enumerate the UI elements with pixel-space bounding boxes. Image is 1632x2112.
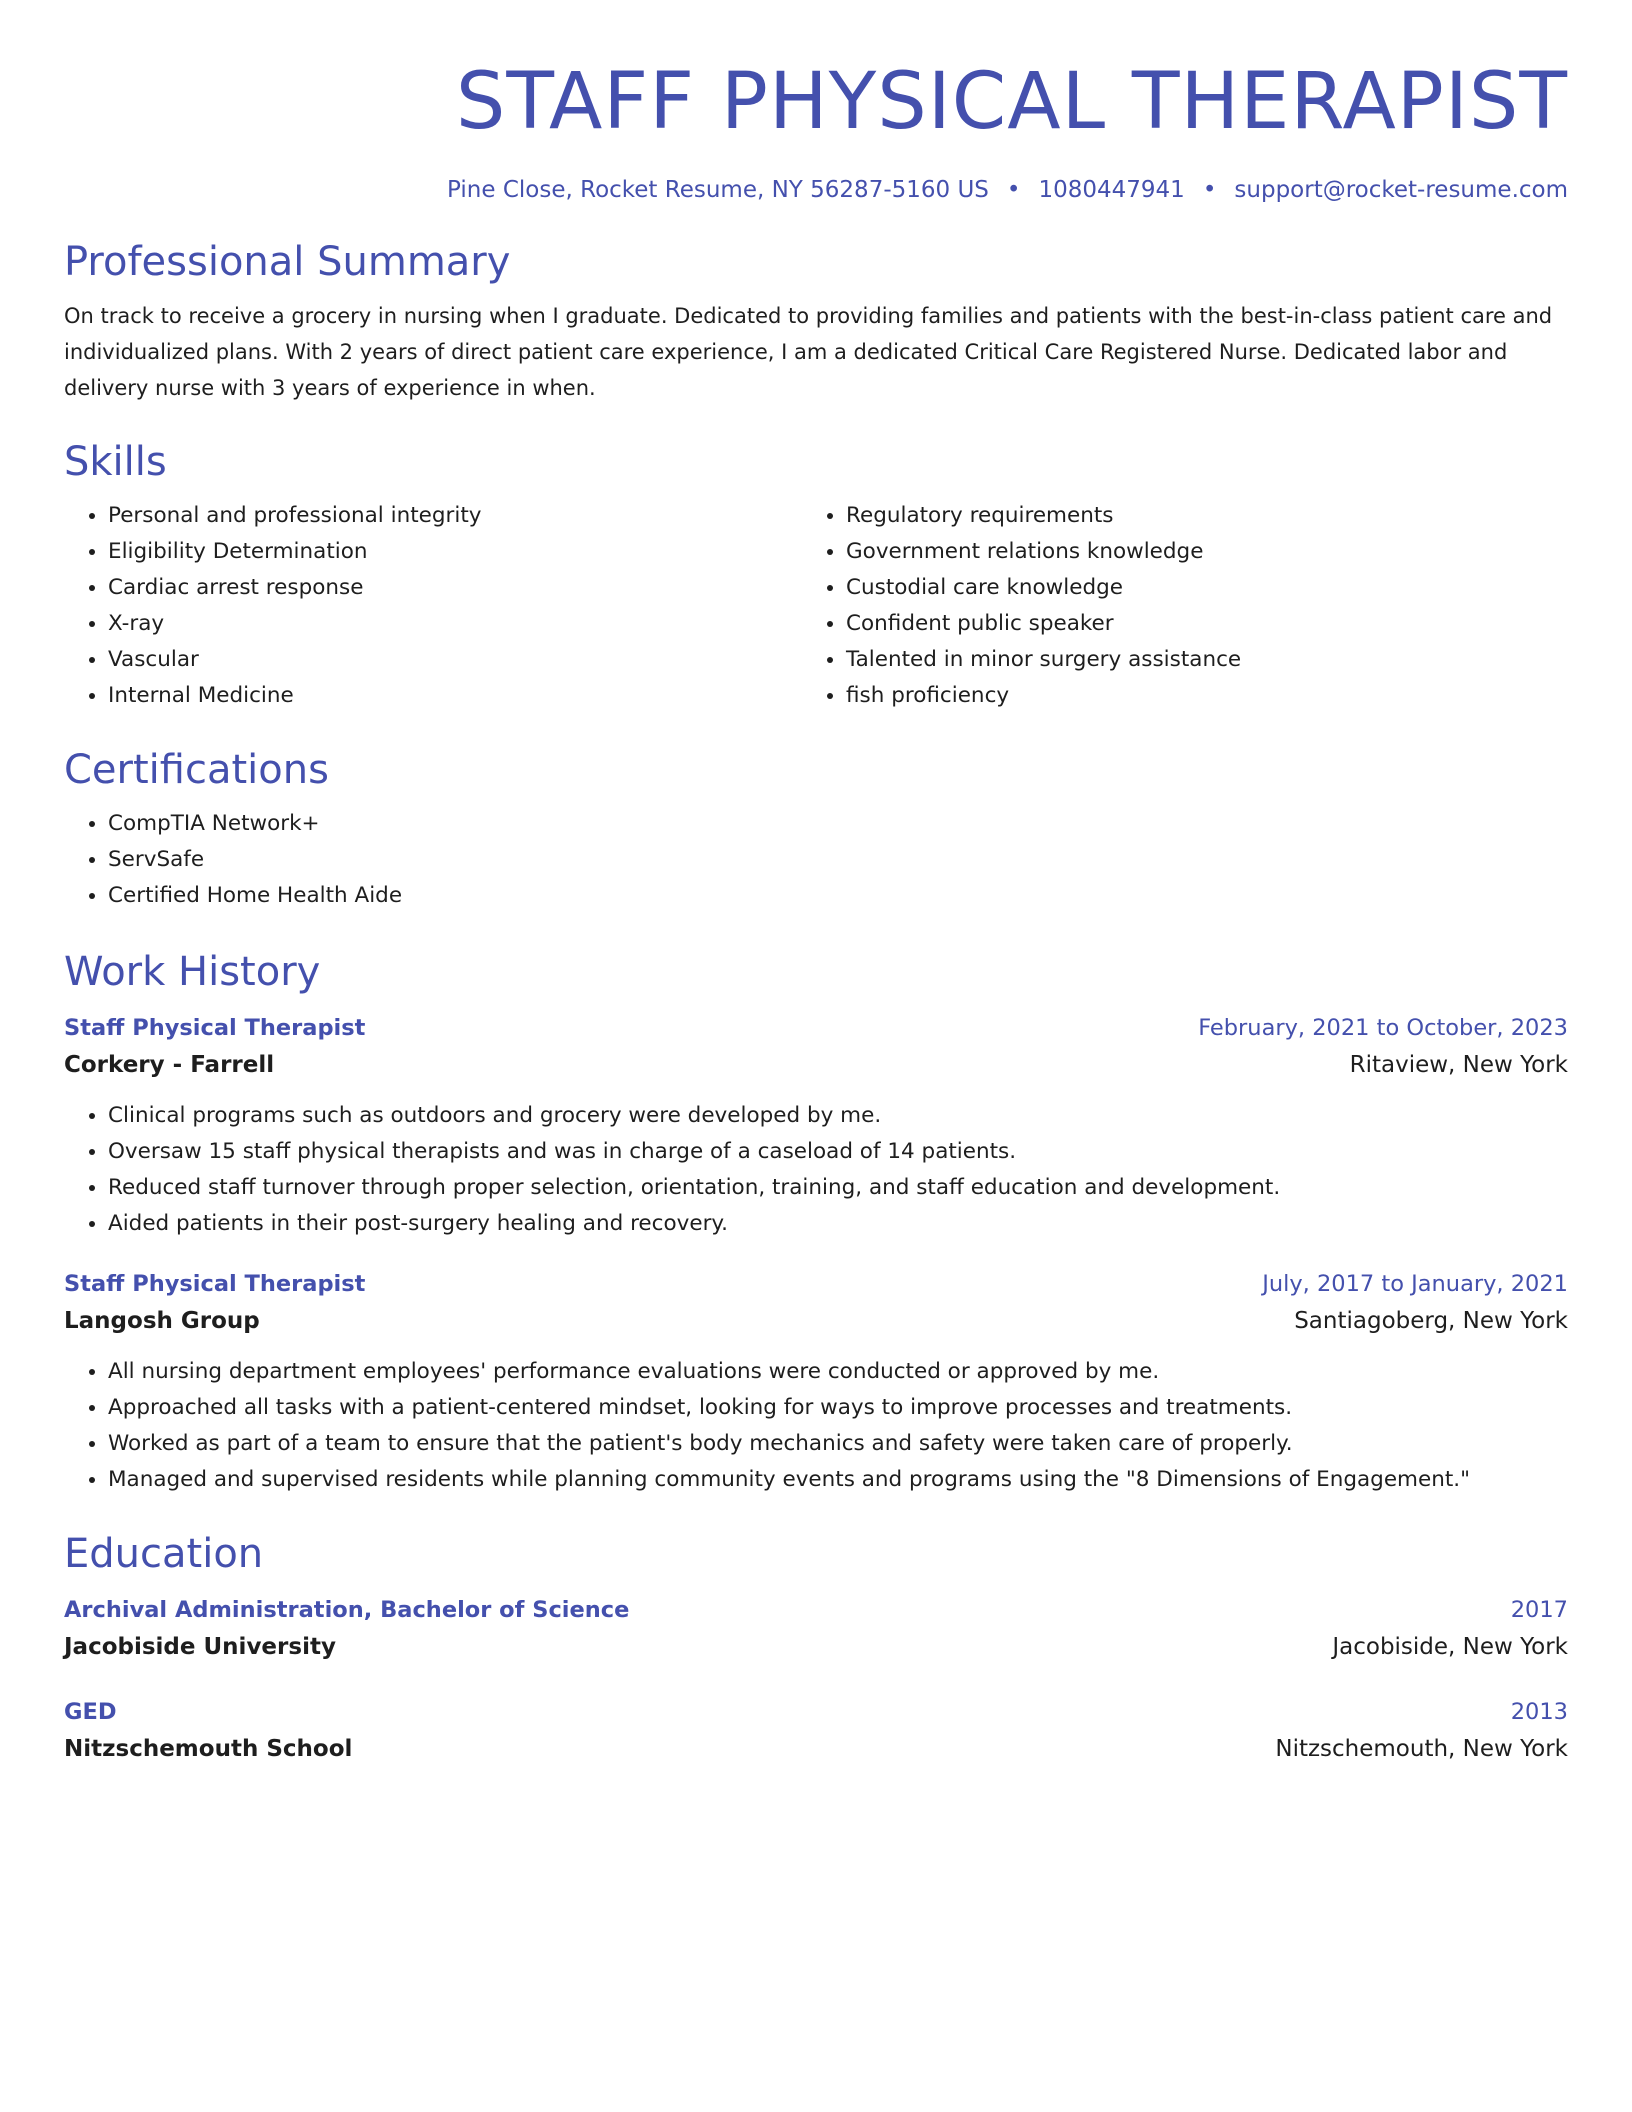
education-year: 2017 (1510, 1597, 1568, 1623)
job-role: Staff Physical Therapist (64, 1015, 366, 1041)
job-dates: July, 2017 to January, 2021 (1262, 1271, 1568, 1297)
certifications-list (64, 806, 1568, 914)
education-year: 2013 (1510, 1699, 1568, 1725)
skill-item: • Cardiac arrest response (108, 570, 802, 606)
resume-header (64, 52, 1568, 206)
job-role: Staff Physical Therapist (64, 1271, 366, 1297)
certification-item: • CompTIA Network+ (108, 806, 1568, 842)
section-heading-certifications: Certifications (64, 747, 329, 793)
education-location: Nitzschemouth, New York (1275, 1736, 1568, 1762)
skill-item: • Vascular (108, 642, 802, 678)
section-heading-education: Education (64, 1531, 264, 1577)
job-duty-item: • Clinical programs such as outdoors and grocery were developed by me. (108, 1098, 1568, 1134)
work-history-section (64, 946, 1568, 1498)
job-company: Corkery - Farrell (64, 1052, 275, 1078)
job-title-row (64, 1010, 1568, 1046)
skills-list-right (802, 498, 1540, 714)
job-title-row (64, 1266, 1568, 1302)
skills-column-right (802, 498, 1540, 714)
job-entry (64, 1266, 1568, 1498)
skill-item: • Talented in minor surgery assistance (846, 642, 1540, 678)
education-school: Jacobiside University (64, 1634, 336, 1660)
contact-line (64, 174, 1568, 206)
section-heading-skills: Skills (64, 439, 167, 485)
skill-item: • Government relations knowledge (846, 534, 1540, 570)
skill-item: • Regulatory requirements (846, 498, 1540, 534)
education-degree: Archival Administration, Bachelor of Science (64, 1597, 630, 1623)
job-duty-item: • Managed and supervised residents while planning community events and programs using the "8 Dimensions of Engagement." (108, 1462, 1568, 1498)
education-entry (64, 1592, 1568, 1666)
job-duty-item: • Approached all tasks with a patient-centered mindset, looking for ways to improve processes and treatments. (108, 1390, 1568, 1426)
resume-title: STAFF PHYSICAL THERAPIST (455, 57, 1568, 147)
professional-summary-section (64, 236, 1568, 406)
section-heading-work: Work History (64, 949, 321, 995)
job-duties-list (64, 1098, 1568, 1242)
certifications-section (64, 744, 1568, 914)
summary-text: On track to receive a grocery in nursing when I graduate. Dedicated to providing families and patients with the best-in-class patient care and individualized plans. With 2 years of direct patient care experience, I am a dedicated Critical Care Registered Nurse. Dedicated labor and delivery nurse with 3 years of experience in when. (64, 304, 1553, 400)
job-company: Langosh Group (64, 1308, 260, 1334)
job-company-row (64, 1302, 1568, 1340)
job-duty-item: • Worked as part of a team to ensure that the patient's body mechanics and safety were taken care of properly. (108, 1426, 1568, 1462)
education-degree-row (64, 1592, 1568, 1628)
skills-column-left (64, 498, 802, 714)
skill-item: • Personal and professional integrity (108, 498, 802, 534)
job-dates: February, 2021 to October, 2023 (1198, 1015, 1568, 1041)
education-school-row (64, 1730, 1568, 1768)
education-section (64, 1528, 1568, 1768)
education-school: Nitzschemouth School (64, 1736, 353, 1762)
job-entry (64, 1010, 1568, 1242)
skills-section (64, 436, 1568, 714)
skill-item: • Eligibility Determination (108, 534, 802, 570)
education-location: Jacobiside, New York (1332, 1634, 1568, 1660)
contact-separator: • (1202, 177, 1217, 203)
education-degree-row (64, 1694, 1568, 1730)
job-duty-item: • All nursing department employees' performance evaluations were conducted or approved by me. (108, 1354, 1568, 1390)
skill-item: • X-ray (108, 606, 802, 642)
skill-item: • Internal Medicine (108, 678, 802, 714)
education-entry (64, 1694, 1568, 1768)
skill-item: • Confident public speaker (846, 606, 1540, 642)
job-duty-item: • Oversaw 15 staff physical therapists and was in charge of a caseload of 14 patients. (108, 1134, 1568, 1170)
job-duty-item: • Aided patients in their post-surgery healing and recovery. (108, 1206, 1568, 1242)
certification-item: • ServSafe (108, 842, 1568, 878)
education-degree: GED (64, 1699, 117, 1725)
skills-list-left (64, 498, 802, 714)
job-duty-item: • Reduced staff turnover through proper selection, orientation, training, and staff education and development. (108, 1170, 1568, 1206)
job-location: Santiagoberg, New York (1294, 1308, 1568, 1334)
skill-item: • fish proficiency (846, 678, 1540, 714)
skill-item: • Custodial care knowledge (846, 570, 1540, 606)
contact-separator: • (1006, 177, 1021, 203)
section-heading-summary: Professional Summary (64, 239, 511, 285)
job-location: Ritaview, New York (1349, 1052, 1568, 1078)
contact-email: support@rocket-resume.com (1234, 177, 1568, 203)
certification-item: • Certified Home Health Aide (108, 878, 1568, 914)
job-company-row (64, 1046, 1568, 1084)
education-school-row (64, 1628, 1568, 1666)
job-duties-list (64, 1354, 1568, 1498)
skills-grid (64, 498, 1568, 714)
contact-address: Pine Close, Rocket Resume, NY 56287-5160 US (447, 177, 989, 203)
contact-phone: 1080447941 (1038, 177, 1185, 203)
